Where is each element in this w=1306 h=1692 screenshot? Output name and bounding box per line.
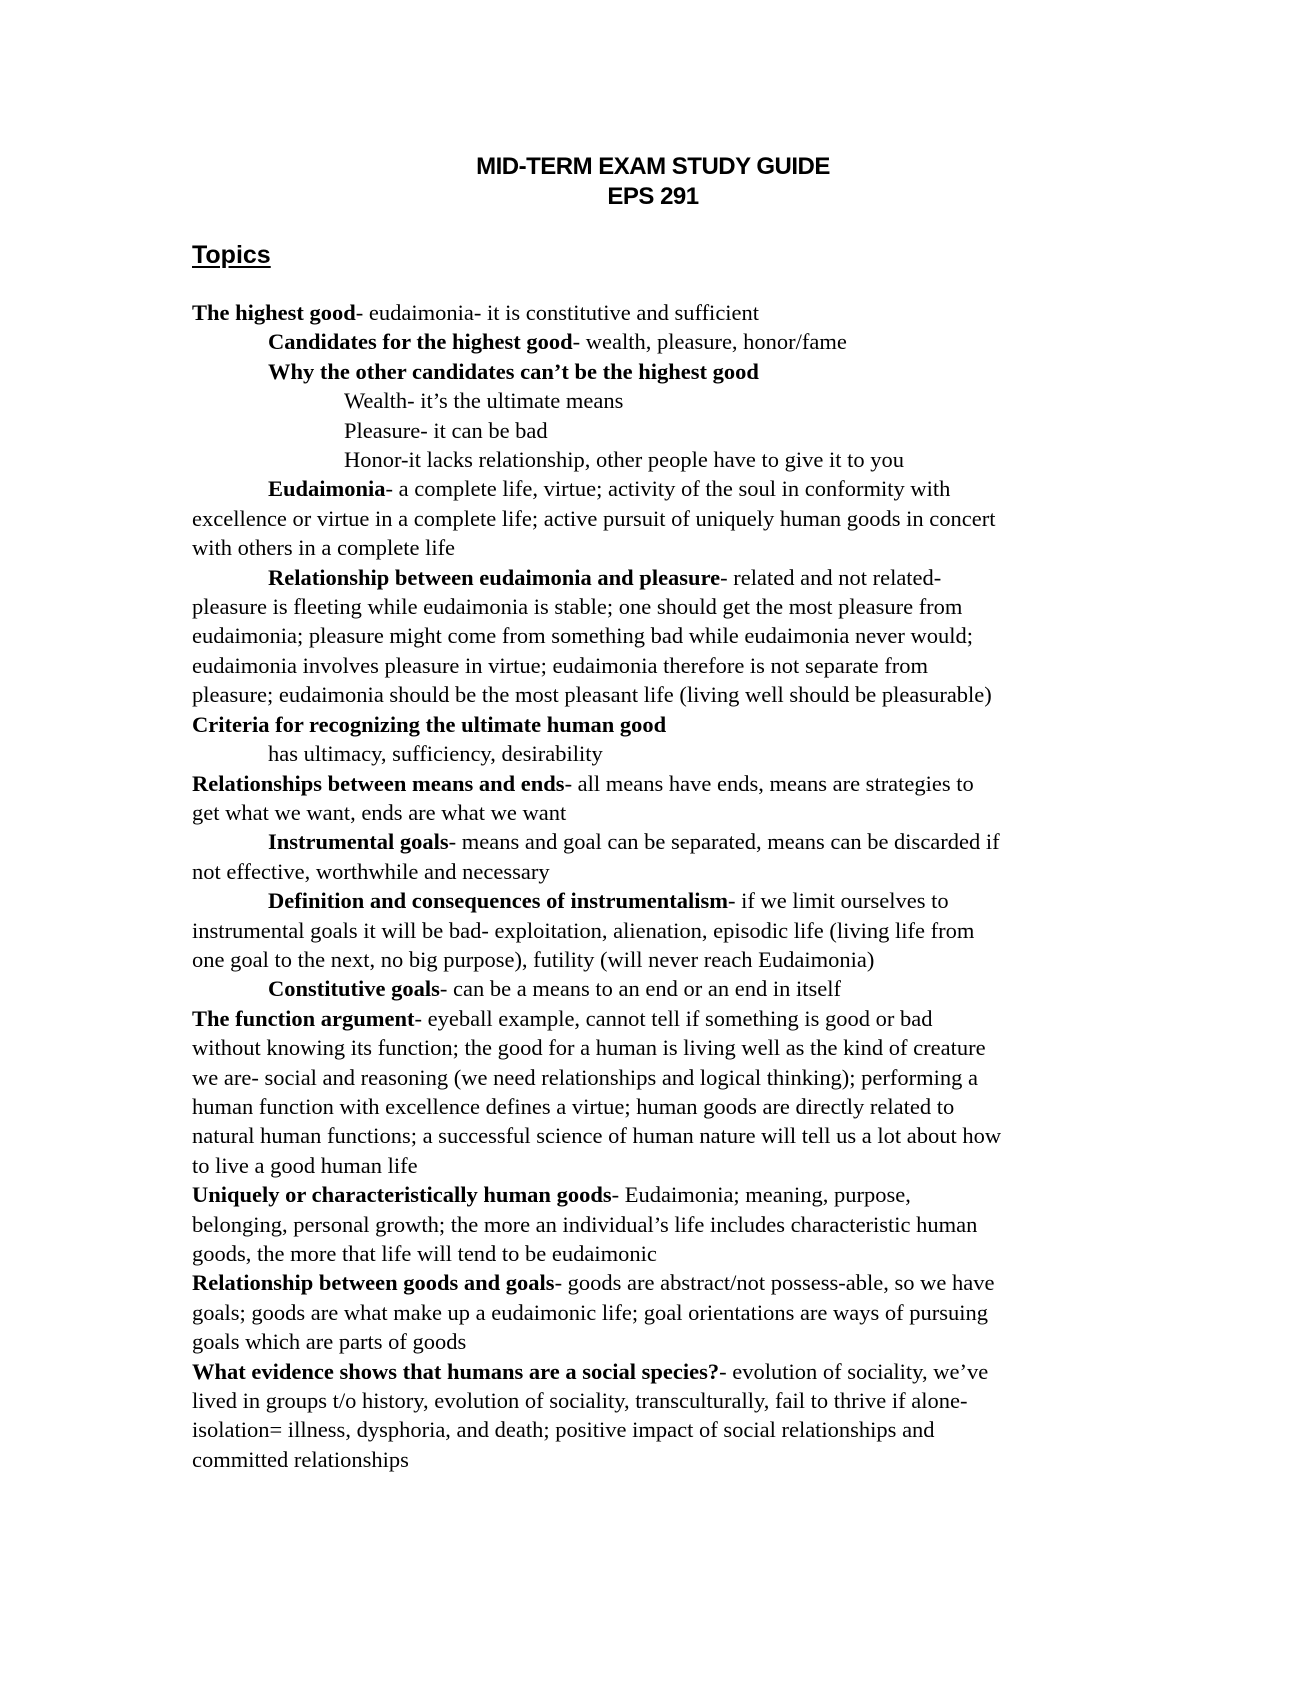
text-line [192,827,1122,856]
text-line [192,445,1122,474]
text-line [192,651,1122,680]
topic-term: Constitutive goals [268,976,440,1002]
topic-description: belonging, personal growth; the more an individual’s life includes characteristic human [192,1211,978,1237]
topic-term: Relationship between eudaimonia and pleasure [268,564,721,590]
topic-description: to live a good human life [192,1152,418,1178]
document-title-block [0,152,1306,212]
topic-description: instrumental goals it will be bad- exploitation, alienation, episodic life (living life from [192,917,975,943]
topic-term: Relationship between goods and goals [192,1270,555,1296]
topic-description: excellence or virtue in a complete life; active pursuit of uniquely human goods in concert [192,505,996,531]
topic-description: - related and not related- [720,564,942,590]
text-line [192,1004,1122,1033]
topic-description: - eyeball example, cannot tell if something is good or bad [414,1005,933,1031]
topic-description: - evolution of sociality, we’ve [719,1358,989,1384]
text-line [192,1063,1122,1092]
topic-description: we are- social and reasoning (we need relationships and logical thinking); performing a [192,1064,978,1090]
text-line [192,739,1122,768]
topic-term: Instrumental goals [268,829,449,855]
topic-description: one goal to the next, no big purpose), futility (will never reach Eudaimonia) [192,946,875,972]
topic-description: goods, the more that life will tend to be eudaimonic [192,1241,657,1266]
topic-term: The highest good [192,300,356,325]
topic-description: - can be a means to an end or an end in itself [439,976,841,1002]
topic-term: Eudaimonia [268,476,386,502]
topic-term: Candidates for the highest good [268,329,573,355]
text-line [192,533,1122,562]
text-line [192,1386,1122,1415]
text-line [192,710,1122,739]
text-line [192,1033,1122,1062]
topic-description: - eudaimonia- it is constitutive and sufficient [355,300,760,325]
text-line [192,298,1122,327]
topic-description: has ultimacy, sufficiency, desirability [268,741,603,767]
text-line [192,592,1122,621]
topic-description: - a complete life, virtue; activity of the soul in conformity with [385,476,951,502]
text-line [192,327,1122,356]
topic-description: without knowing its function; the good for a human is living well as the kind of creature [192,1035,986,1061]
topic-description: pleasure is fleeting while eudaimonia is stable; one should get the most pleasure from [192,594,963,620]
topic-description: - all means have ends, means are strategies to [564,770,974,796]
text-line [192,945,1122,974]
topic-description: not effective, worthwhile and necessary [192,858,550,884]
topic-term: Definition and consequences of instrumentalism [268,888,729,914]
topic-description: pleasure; eudaimonia should be the most pleasant life (living well should be pleasurable) [192,682,992,708]
topic-description: with others in a complete life [192,535,456,561]
text-line [192,563,1122,592]
topic-term: Why the other candidates can’t be the highest good [268,358,759,384]
text-line [192,769,1122,798]
topic-description: Wealth- it’s the ultimate means [344,388,624,414]
topic-term: Criteria for recognizing the ultimate human good [192,711,667,737]
document-title: MID-TERM EXAM STUDY GUIDE [476,153,830,180]
topic-description: eudaimonia involves pleasure in virtue; eudaimonia therefore is not separate from [192,652,928,678]
topics-body [192,298,1122,1474]
text-line [192,504,1122,533]
topic-description: Honor-it lacks relationship, other people have to give it to you [344,447,905,473]
text-line [192,886,1122,915]
text-line [192,1092,1122,1121]
text-line [192,974,1122,1003]
text-line [192,1180,1122,1209]
text-line [192,1151,1122,1180]
topic-description: - means and goal can be separated, means can be discarded if [448,829,1000,855]
topic-description: lived in groups t/o history, evolution of sociality, transculturally, fail to thrive if alone- [192,1388,968,1414]
text-line [192,857,1122,886]
topic-description: committed relationships [192,1446,409,1472]
topic-description: human function with excellence defines a virtue; human goods are directly related to [192,1093,955,1119]
text-line [192,1268,1122,1297]
text-line [192,1357,1122,1386]
topic-term: Uniquely or characteristically human goods [192,1182,612,1208]
text-line [192,1445,1122,1474]
section-heading-topics: Topics [192,241,271,269]
topic-description: isolation= illness, dysphoria, and death; positive impact of social relationships and [192,1417,935,1443]
text-line [192,1239,1122,1268]
topic-term: Relationships between means and ends [192,770,565,796]
topic-description: goals which are parts of goods [192,1329,467,1355]
text-line [192,621,1122,650]
text-line [192,916,1122,945]
topic-description: goals; goods are what make up a eudaimonic life; goal orientations are ways of pursuing [192,1299,989,1325]
topic-description: - wealth, pleasure, honor/fame [572,329,847,355]
topic-term: The function argument [192,1005,415,1031]
text-line [192,1415,1122,1444]
text-line [192,416,1122,445]
text-line [192,386,1122,415]
text-line [192,1327,1122,1356]
topic-description: - Eudaimonia; meaning, purpose, [611,1182,911,1208]
topic-description: get what we want, ends are what we want [192,799,567,825]
topic-description: Pleasure- it can be bad [344,417,548,443]
text-line [192,1298,1122,1327]
text-line [192,798,1122,827]
topic-description: natural human functions; a successful science of human nature will tell us a lot about how [192,1123,1002,1149]
text-line [192,1210,1122,1239]
topic-description: eudaimonia; pleasure might come from something bad while eudaimonia never would; [192,623,974,649]
text-line [192,474,1122,503]
course-code: EPS 291 [607,183,699,210]
topic-description: - goods are abstract/not possess-able, so we have [554,1270,995,1296]
topic-term: What evidence shows that humans are a social species? [192,1358,720,1384]
text-line [192,1121,1122,1150]
topic-description: - if we limit ourselves to [728,888,949,914]
text-line [192,357,1122,386]
text-line [192,680,1122,709]
